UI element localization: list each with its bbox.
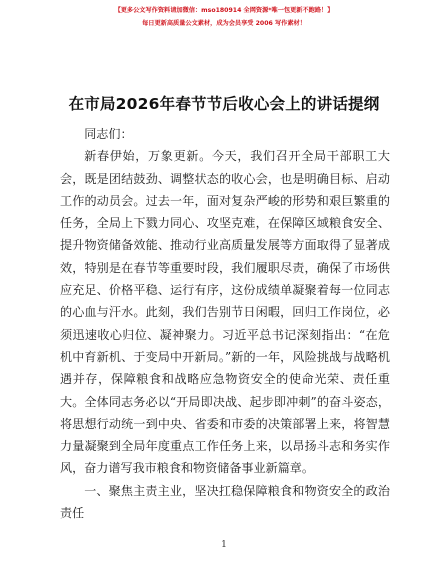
section-heading: 一、聚焦主责主业，坚决扛稳保障粮食和物资安全的政治责任 bbox=[60, 483, 390, 521]
page-number: 1 bbox=[221, 540, 227, 550]
promo-banner bbox=[0, 4, 448, 30]
body-paragraph: 新春伊始，万象更新。今天，我们召开全局干部职工大会，既是团结鼓劲、调整状态的收心会，也是明确目标、启动工作的动员会。过去一年，面对复杂严峻的形势和艰巨繁重的任务，全局上下戮力同心、攻坚克难，在保障区域粮食安全、提升物资储备效能、推动行业高质量发展等方面取得了显著成效，特别是在春节等重要时段，我们履职尽责，确保了市场供应充足、价格平稳、运行有序，这份成绩单凝聚着每一位同志的心血与汗水。此刻，我们告别节日闲暇，回归工作岗位，必须迅速收心归位、凝神聚力。习近平总书记深刻指出：“在危机中育新机、于变局中开新局。”新的一年，风险挑战与战略机遇并存，保障粮食和战略应急物资安全的使命光荣、责任重大。全体同志务必以“开局即决战、起步即冲刺”的奋斗姿态，将思想行动统一到中央、省委和市委的决策部署上来，将智慧力量凝聚到全局年度重点工作任务上来，以昂扬斗志和务实作风，奋力谱写我市粮食和物资储备事业新篇章。 bbox=[60, 149, 390, 476]
salutation: 同志们： bbox=[84, 127, 133, 141]
document-body bbox=[60, 123, 390, 524]
document-title: 在市局2026年春节节后收心会上的讲话提纲 bbox=[68, 95, 380, 113]
promo-banner-line-1: 【更多公文写作资料请加微信：mso180914 全网资源*唯一包更新不跑路！】 bbox=[114, 7, 334, 14]
promo-banner-line-2: 每日更新高质量公文素材，成为会员享受 2006 写作素材！ bbox=[142, 20, 306, 27]
